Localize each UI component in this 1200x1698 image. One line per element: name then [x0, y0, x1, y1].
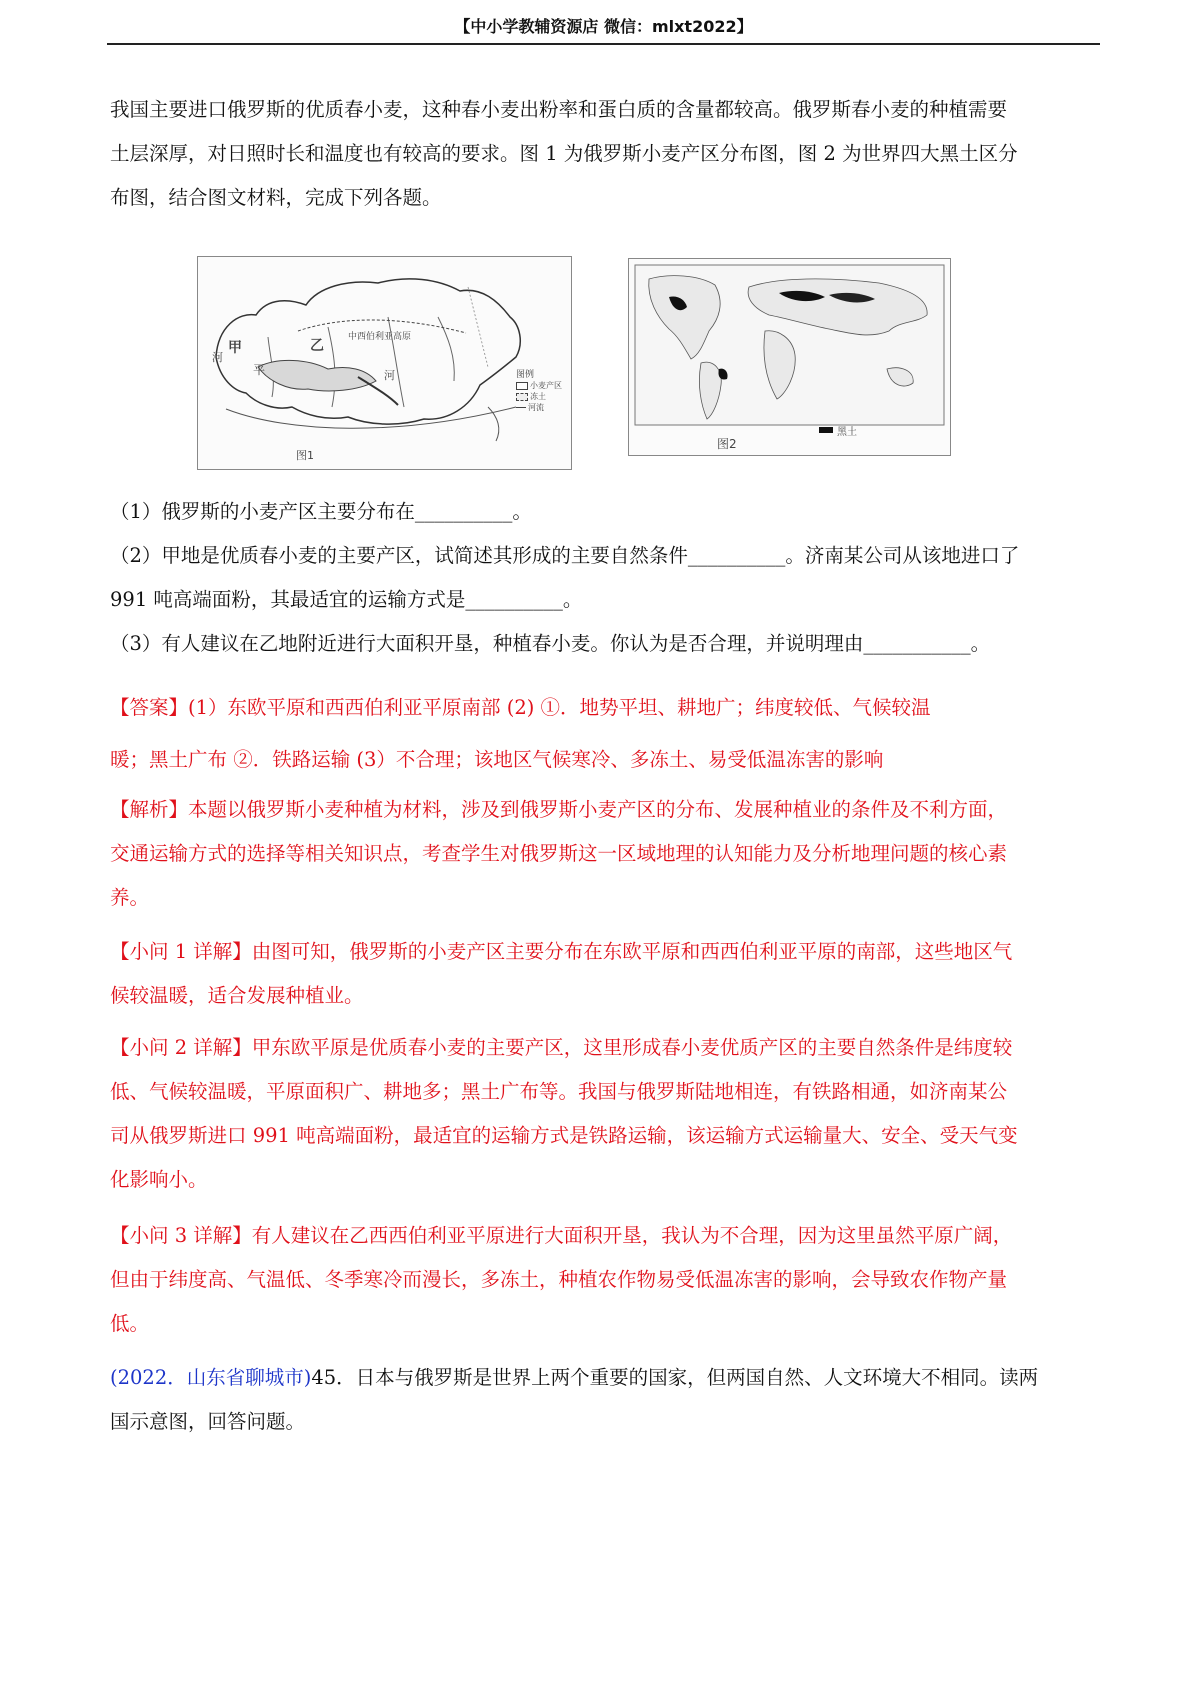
question-3: （3）有人建议在乙地附近进行大面积开垦，种植春小麦。你认为是否合理，并说明理由___________。 — [110, 632, 991, 655]
intro-line: 土层深厚，对日照时长和温度也有较高的要求。图 1 为俄罗斯小麦产区分布图，图 2 为世界四大黑土区分 — [110, 142, 1018, 165]
next-question-line: 国示意图，回答问题。 — [110, 1410, 306, 1433]
detail-1-block — [110, 930, 1100, 1018]
legend-permafrost-swatch — [516, 393, 528, 401]
detail-1-line: 【小问 1 详解】由图可知，俄罗斯的小麦产区主要分布在东欧平原和西西伯利亚平原的南部，这些地区气 — [110, 940, 1013, 963]
answer-line: 【答案】(1）东欧平原和西西伯利亚平原南部 (2) ①．地势平坦、耕地广；纬度较低、气候较温 — [110, 696, 931, 719]
legend-wheat-swatch — [516, 382, 528, 390]
legend-river — [516, 402, 568, 413]
fig1-legend — [516, 367, 568, 413]
analysis-line: 【解析】本题以俄罗斯小麦种植为材料，涉及到俄罗斯小麦产区的分布、发展种植业的条件及不利方面， — [110, 798, 1008, 821]
detail-3-block — [110, 1214, 1100, 1346]
detail-2-line: 化影响小。 — [110, 1168, 208, 1191]
analysis-line: 交通运输方式的选择等相关知识点，考查学生对俄罗斯这一区域地理的认知能力及分析地理问题的核心素 — [110, 842, 1008, 865]
detail-3-line: 低。 — [110, 1312, 150, 1335]
answer-line: 暖；黑土广布 ②．铁路运输 (3）不合理；该地区气候寒冷、多冻土、易受低温冻害的影响 — [110, 748, 884, 771]
intro-line: 我国主要进口俄罗斯的优质春小麦，这种春小麦出粉率和蛋白质的含量都较高。俄罗斯春小麦的种植需要 — [110, 98, 1008, 121]
question-2-cont: 991 吨高端面粉，其最适宜的运输方式是__________。 — [110, 588, 583, 611]
legend-wheat-label: 小麦产区 — [530, 381, 562, 390]
figure-2-world-map — [628, 258, 951, 456]
analysis-block — [110, 788, 1100, 920]
legend-title: 图例 — [516, 370, 535, 380]
legend-wheat — [516, 380, 568, 391]
intro-line: 布图，结合图文材料，完成下列各题。 — [110, 186, 442, 209]
detail-2-line: 【小问 2 详解】甲东欧平原是优质春小麦的主要产区，这里形成春小麦优质产区的主要自然条件是纬度较 — [110, 1036, 1013, 1059]
answer-block — [110, 682, 1100, 786]
figure-1-caption: 图1 — [296, 449, 314, 462]
question-source: (2022．山东省聊城市) — [110, 1366, 312, 1389]
question-1: （1）俄罗斯的小麦产区主要分布在__________。 — [110, 500, 532, 523]
intro-paragraph — [110, 88, 1100, 220]
next-question-block — [110, 1356, 1100, 1444]
legend-permafrost-label: 冻土 — [530, 392, 546, 401]
question-2: （2）甲地是优质春小麦的主要产区，试简述其形成的主要自然条件__________。济南某公司从该地进口了 — [110, 544, 1020, 567]
detail-3-line: 【小问 3 详解】有人建议在乙西西伯利亚平原进行大面积开垦，我认为不合理，因为这里虽然平原广阔， — [110, 1224, 1013, 1247]
figure-2-caption: 图2 — [717, 437, 737, 451]
detail-2-line: 司从俄罗斯进口 991 吨高端面粉，最适宜的运输方式是铁路运输，该运输方式运输量大、安全、受天气变 — [110, 1124, 1018, 1147]
world-map-drawing — [629, 259, 950, 455]
questions — [110, 490, 1100, 666]
detail-2-line: 低、气候较温暖，平原面积广、耕地多；黑土广布等。我国与俄罗斯陆地相连，有铁路相通，如济南某公 — [110, 1080, 1008, 1103]
next-question-line — [110, 1356, 1100, 1400]
detail-1-line: 候较温暖，适合发展种植业。 — [110, 984, 364, 1007]
page-header: 【中小学教辅资源店 微信：mlxt2022】 — [454, 17, 753, 36]
label-siberia: 中西伯利亚高原 — [348, 332, 412, 342]
header-divider — [107, 43, 1100, 45]
figure-1-russia-map — [197, 256, 572, 470]
fig2-legend-black-soil: 黑土 — [837, 427, 857, 438]
label-river-b: 河 — [384, 369, 395, 382]
legend-permafrost — [516, 391, 568, 402]
detail-2-block — [110, 1026, 1100, 1202]
label-river-a: 河 — [212, 351, 223, 364]
next-question-text: 45．日本与俄罗斯是世界上两个重要的国家，但两国自然、人文环境大不相同。读两 — [311, 1366, 1039, 1389]
label-yi: 乙 — [310, 338, 324, 354]
label-ping: 平 — [253, 363, 266, 377]
detail-3-line: 但由于纬度高、气温低、冬季寒冷而漫长，多冻土，种植农作物易受低温冻害的影响，会导致农作物产量 — [110, 1268, 1008, 1291]
analysis-line: 养。 — [110, 886, 150, 909]
legend-river-label: 河流 — [528, 403, 544, 412]
legend-river-swatch — [516, 407, 526, 409]
label-jia: 甲 — [228, 340, 242, 356]
